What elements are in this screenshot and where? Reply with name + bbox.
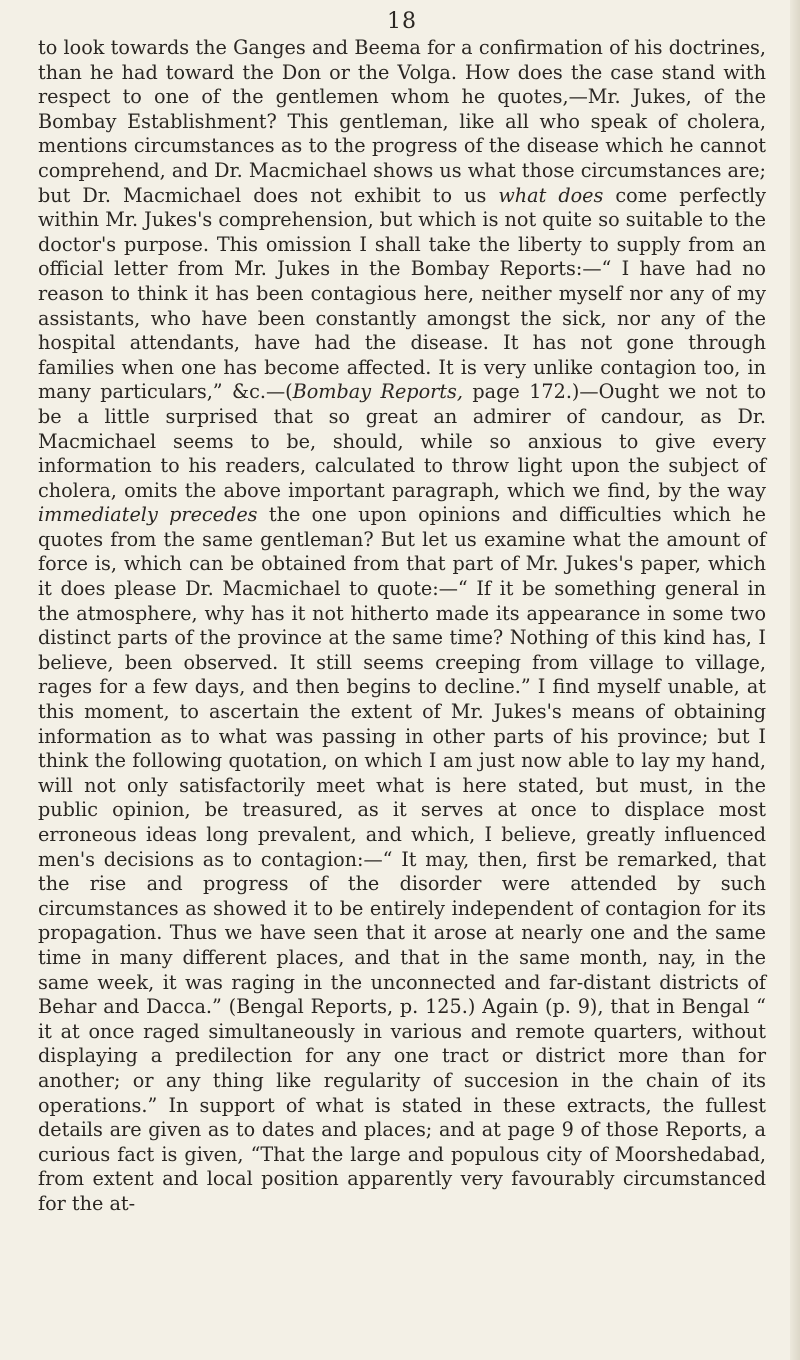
text-segment: to look towards the Ganges and Beema for a confirmation of his doctrines, than he had toward the Don or the Volga. How does the case stand with respect to one of the gentlemen whom he quotes,—Mr. Jukes, of the Bombay Establishment? This gentleman, like all who speak of cholera, mentions circumstances as to the progress of the disease which he cannot comprehend, and Dr. Macmichael shows us what those circumstances are; but Dr. Macmichael does not exhibit to us (38, 36, 766, 207)
italic-emphasis: what does (498, 183, 604, 207)
text-segment: come perfectly within Mr. Jukes's comprehension, but which is not quite so suitable to the doctor's purpose. This omission I shall take the liberty to supply from an official letter from Mr. Jukes in the Bombay Reports:—“ I have had no reason to think it has been contagious here, neither myself nor any of my assistants, who have been constantly amongst the sick, nor any of the hospital attendants, have had the disease. It has not gone through families when one has become affected. It is very unlike contagion too, in many particulars,” &c.—( (38, 183, 767, 404)
page-number: 18 (387, 9, 417, 34)
page-edge (790, 0, 800, 1360)
body-paragraph (38, 36, 766, 1217)
text-segment: the one upon opinions and difficulties which he quotes from the same gentleman? But let us examine what the amount of force is, which can be obtained from that part of Mr. Jukes's paper, which it does please Dr. Macmichael to quote:—“ If it be something general in the atmosphere, why has it not hitherto made its appearance in some two distinct parts of the province at the same time? Nothing of this kind has, I believe, been observed. It still seems creeping from village to village, rages for a few days, and then begins to decline.” I find myself unable, at this moment, to ascertain the extent of Mr. Jukes's means of obtaining information as to what was passing in other parts of his province; but I think the following quotation, on which I am just now able to lay my hand, will not only satisfactorily meet what is here stated, but must, in the public opinion, be treasured, as it serves at once to displace most erroneous ideas long prevalent, and which, I believe, greatly influenced men's decisions as to contagion:—“ It may, then, first be remarked, that the rise and progress of the disorder were attended by such circumstances as showed it to be entirely independent of contagion for its propagation. Thus we have seen that it arose at nearly one and the same time in many different places, and that in the same month, nay, in the same week, it was raging in the unconnected and far-distant districts of Behar and Dacca.” (Bengal Reports, p. 125.) Again (p. 9), that in Bengal “ it at once raged simultaneously in various and remote quarters, without displaying a predilection for any one tract or district more than for another; or any thing like regularity of succesion in the chain of its operations.” In support of what is stated in these extracts, the fullest details are given as to dates and places; and at page 9 of those Reports, a curious fact is given, “That the large and populous city of Moorshedabad, from extent and local position apparently very favourably circumstanced for the at- (38, 503, 767, 1215)
italic-emphasis: immediately precedes (38, 503, 258, 527)
text-segment: page 172.)—Ought we not to be a little surprised that so great an admirer of candour, as Dr. Macmichael seems to be, should, while so anxious to give every information to his readers, calculated to throw light upon the subject of cholera, omits the above important paragraph, which we find, by the way (38, 380, 766, 502)
italic-citation: Bombay Reports, (292, 380, 463, 404)
